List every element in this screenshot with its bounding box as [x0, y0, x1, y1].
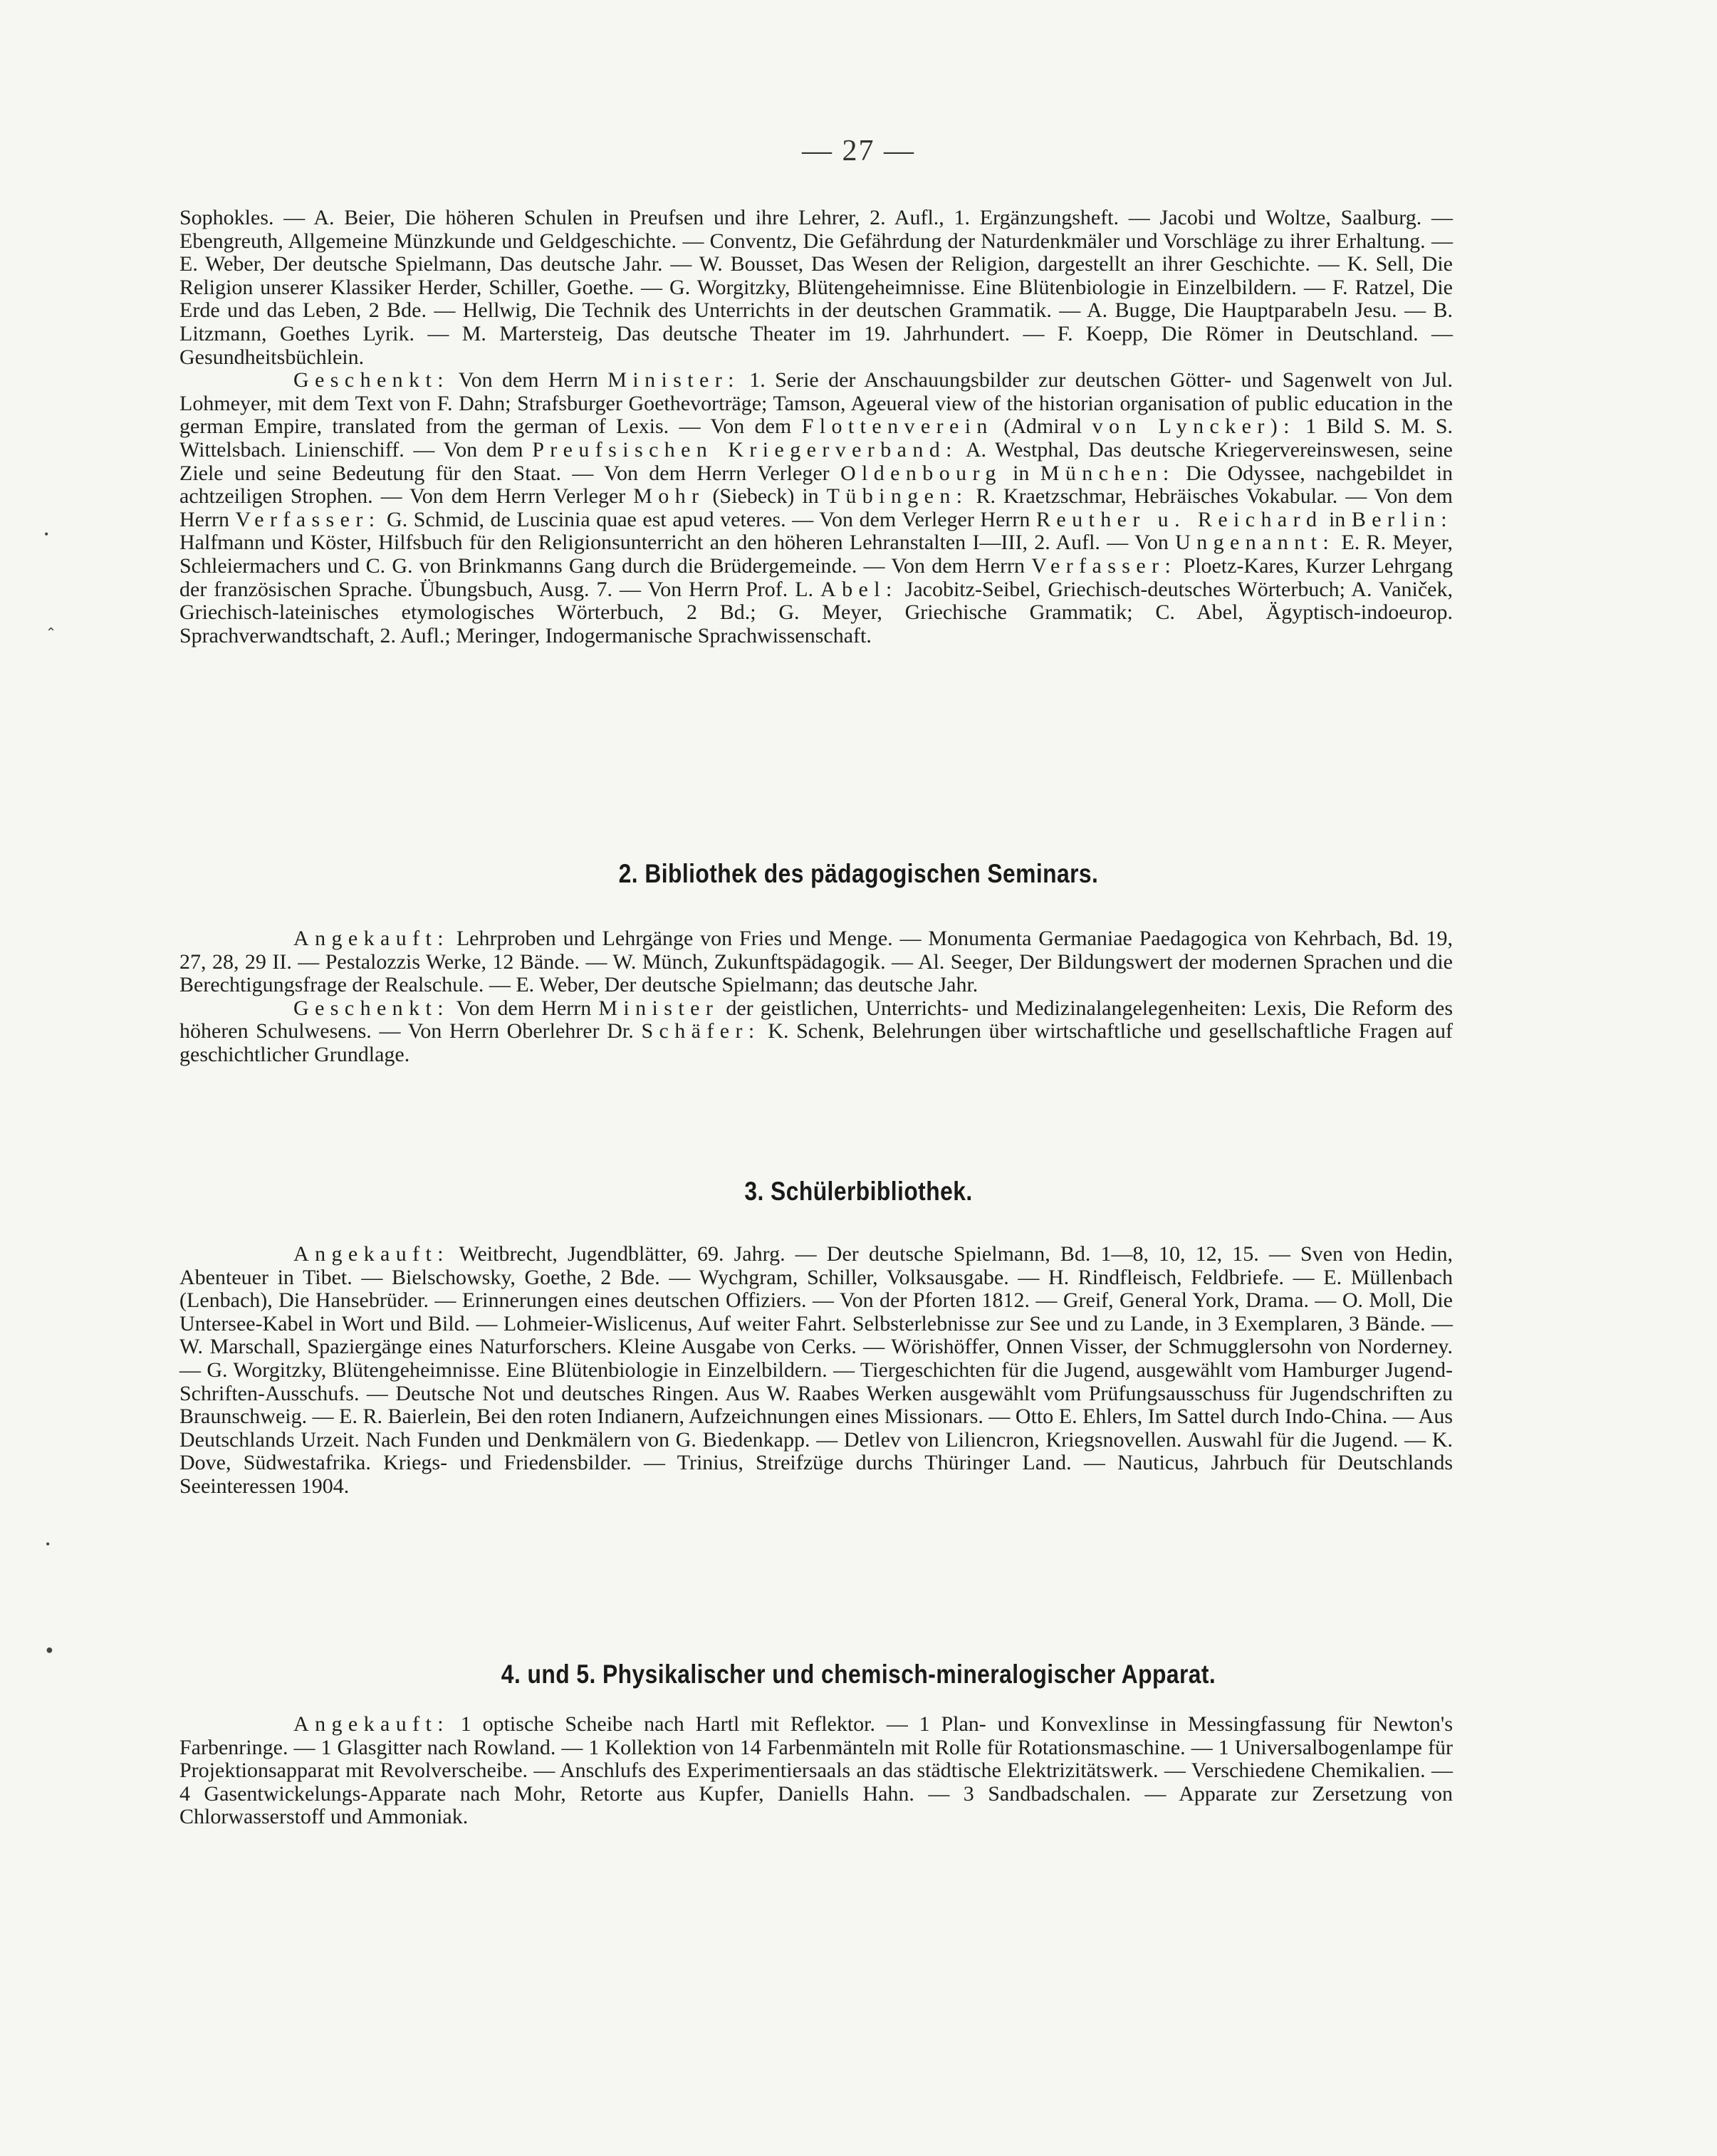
section-2-heading: 2. Bibliothek des pädagogischen Seminars.: [618, 859, 1099, 888]
text-run: Geschenkt:: [293, 368, 449, 392]
text-run: in: [1328, 507, 1346, 531]
text-run: R. Kraetzschmar, Hebräisches Vokabular. — Von dem Herrn: [179, 484, 1454, 531]
text-run: Angekauft:: [293, 1712, 449, 1736]
section-2-donations: [179, 997, 1453, 1067]
text-run: Lehrproben und Lehrgänge von Fries und Menge. — Monumenta Germaniae Paedagogica von Kehrbach, Bd. 19, 27, 28, 29 II. — Pestalozzis Werke, 12 Bände. — W. Münch, Zukunftspädagogik. — Al. Seeger, Der Bildungswert der modernen Sprachen und die Berechtigungsfrage der Realschule. — E. Weber, Der deutsche Spielmann; das deutsche Jahr.: [179, 927, 1454, 997]
text-run: A. Westphal, Das deutsche Kriegervereinswesen, seine Ziele und seine Bedeutung für den Staat. — Von dem Herrn Verleger: [179, 437, 1453, 485]
donations-paragraph: [179, 369, 1453, 647]
text-run: Verfasser:: [235, 507, 381, 531]
margin-mark: •: [46, 1537, 51, 1551]
text-run: 1. Serie der Anschauungsbilder zur deutschen Götter- und Sagenwelt von Jul. Lohmeyer, mit dem Text von F. Dahn; Strafsburger Goethevorträge; Tamson, Ageueral view of the historian organisation of public education in the german Empire, translated from the german of Lexis. — Von dem: [179, 368, 1453, 439]
purchase-list-continued: Sophokles. — A. Beier, Die höheren Schulen in Preufsen und ihre Lehrer, 2. Aufl., 1. Ergänzungsheft. — Jacobi und Woltze, Saalburg. — Ebengreuth, Allgemeine Münzkunde und Geldgeschichte. — Conventz, Die Gefährdung der Naturdenkmäler und Vorschläge zu ihrer Erhaltung. — E. Weber, Der deutsche Spielmann, Das deutsche Jahr. — W. Bousset, Das Wesen der Religion, dargestellt an ihrer Geschichte. — K. Sell, Die Religion unserer Klassiker Herder, Schiller, Goethe. — G. Worgitzky, Blütengeheimnisse. Eine Blütenbiologie in Einzelbildern. — F. Ratzel, Die Erde und das Leben, 2 Bde. — Hellwig, Die Technik des Unterrichts in der deutschen Grammatik. — A. Bugge, Die Hauptparabeln Jesu. — B. Litzmann, Goethes Lyrik. — M. Martersteig, Das deutsche Theater im 19. Jahrhundert. — F. Koepp, Die Römer in Deutschland. — Gesundheitsbüchlein.: [179, 206, 1453, 369]
text-run: Verfasser:: [1031, 553, 1177, 578]
text-run: Von dem Herrn: [458, 368, 598, 392]
text-run: Minister:: [607, 368, 740, 392]
text-run: München:: [1040, 461, 1175, 485]
text-run: E. R. Meyer, Schleiermachers und C. G. von Brinkmanns Gang durch die Brüdergemeinde. — Von dem Herrn: [179, 531, 1454, 578]
section-3-body: [179, 1243, 1453, 1499]
text-run: Minister: [598, 996, 719, 1020]
text-run: Oldenbourg: [840, 461, 1002, 485]
text-run: Von dem Herrn: [456, 996, 592, 1020]
margin-mark: ●: [46, 1642, 53, 1657]
text-run: Berlin:: [1351, 507, 1453, 531]
text-run: K. Schenk, Belehrungen über wirtschaftliche und gesellschaftliche Fragen auf geschichtlicher Grundlage.: [179, 1019, 1453, 1066]
text-run: Abel:: [820, 577, 898, 601]
text-run: Ploetz-Kares, Kurzer Lehrgang der französischen Sprache. Übungsbuch, Ausg. 7. — Von Herrn Prof. L.: [179, 553, 1454, 601]
text-run: von Lyncker):: [1092, 415, 1295, 439]
text-run: (Siebeck) in: [712, 484, 819, 509]
text-run: Mohr: [633, 484, 705, 509]
text-run: Geschenkt:: [293, 996, 449, 1020]
text-run: Flottenverein: [801, 415, 993, 439]
text-run: (Admiral: [1003, 415, 1082, 439]
section-2-purchases: [179, 927, 1453, 997]
text-run: Schäfer:: [641, 1019, 761, 1043]
section-4-5-heading: 4. und 5. Physikalischer und chemisch-mineralogischer Apparat.: [501, 1660, 1216, 1689]
text-run: Jacobitz-Seibel, Griechisch-deutsches Wörterbuch; A. Vaniček, Griechisch-lateinisches etymologisches Wörterbuch, 2 Bd.; G. Meyer, Griechische Grammatik; C. Abel, Ägyptisch-indoeurop. Sprachverwandtschaft, 2. Aufl.; Meringer, Indogermanische Sprachwissenschaft.: [179, 577, 1453, 647]
text-run: in: [1013, 461, 1030, 485]
text-run: Reuther u. Reichard: [1035, 507, 1323, 531]
text-run: Tübingen:: [826, 484, 969, 509]
text-run: Weitbrecht, Jugendblätter, 69. Jahrg. — Der deutsche Spielmann, Bd. 1—8, 10, 12, 15. — Sven von Hedin, Abenteuer in Tibet. — Bielschowsky, Goethe, 2 Bde. — Wychgram, Schiller, Volksausgabe. — H. Rindfleisch, Feldbriefe. — E. Müllenbach (Lenbach), Die Hansebrüder. — Erinnerungen eines deutschen Offiziers. — Von der Pforten 1812. — Greif, General York, Drama. — O. Moll, Die Untersee-Kabel in Wort und Bild. — Lohmeier-Wislicenus, Auf weiter Fahrt. Selbsterlebnisse zur See und zu Lande, in 3 Exemplaren, 3 Bände. — W. Marschall, Spaziergänge eines Naturforschers. Kleine Ausgabe von Cerks. — Wörishöffer, Onnen Visser, der Schmugglersohn von Norderney. — G. Worgitzky, Blütengeheimnisse. Eine Blütenbiologie in Einzelbildern. — Tiergeschichten für die Jugend, ausgewählt vom Hamburger Jugend-Schriften-Ausschufs. — Deutsche Not und deutsches Ringen. Aus W. Raabes Werken ausgewählt vom Prüfungsausschuss für Jugendschriften zu Braunschweig. — E. R. Baierlein, Bei den roten Indianern, Aufzeichnungen eines Missionars. — Otto E. Ehlers, Im Sattel durch Indo-China. — Aus Deutschlands Urzeit. Nach Funden und Denkmälern von G. Biedenkapp. — Detlev von Liliencron, Kriegsnovellen. Auswahl für die Jugend. — K. Dove, Südwestafrika. Kriegs- und Friedensbilder. — Trinius, Streifzüge durchs Thüringer Land. — Nauticus, Jahrbuch für Deutschlands Seeinteressen 1904.: [179, 1242, 1454, 1498]
section-1-continued: [179, 207, 1453, 647]
section-2-body: [179, 927, 1453, 1067]
text-run: Ungenannt:: [1175, 531, 1335, 555]
text-run: Angekauft:: [293, 927, 449, 950]
text-run: 1 optische Scheibe nach Hartl mit Reflektor. — 1 Plan- und Konvexlinse in Messingfassung für Newton's Farbenringe. — 1 Glasgitter nach Rowland. — 1 Kollektion von 14 Farbenmänteln mit Rolle für Rotationsmaschine. — 1 Universalbogenlampe für Projektionsapparat mit Revolverscheibe. — Anschlufs des Experimentiersaals an das städtische Elektrizitätswerk. — Verschiedene Chemikalien. — 4 Gasentwickelungs-Apparate nach Mohr, Retorte aus Kupfer, Daniells Hahn. — 3 Sandbadschalen. — Apparate zur Zersetzung von Chlorwasserstoff und Ammoniak.: [179, 1712, 1453, 1829]
text-run: Preufsischen Kriegerverband:: [532, 437, 958, 462]
text-run: 1 Bild S. M. S. Wittelsbach. Linienschiff. — Von dem: [179, 415, 1454, 462]
section-3-heading: 3. Schülerbibliothek.: [744, 1177, 973, 1206]
text-run: Angekauft:: [293, 1242, 449, 1266]
margin-mark: •: [44, 527, 49, 541]
text-run: Halfmann und Köster, Hilfsbuch für den Religionsunterricht an den höheren Lehranstalten I—III, 2. Aufl. — Von: [179, 531, 1169, 555]
text-run: der geistlichen, Unterrichts- und Medizinalangelegenheiten: Lexis, Die Reform des höheren Schulwesens. — Von Herrn Oberlehrer Dr.: [179, 996, 1453, 1043]
text-run: Die Odyssee, nachgebildet in achtzeiligen Strophen. — Von dem Herrn Verleger: [179, 461, 1454, 509]
page-number: — 27 —: [802, 135, 915, 167]
section-3-purchases: [179, 1243, 1453, 1499]
section-4-5-body: [179, 1713, 1453, 1829]
margin-mark: ⌃: [46, 625, 57, 640]
section-4-5-purchases: [179, 1713, 1453, 1829]
text-run: G. Schmid, de Luscinia quae est apud veteres. — Von dem Verleger Herrn: [387, 507, 1030, 531]
